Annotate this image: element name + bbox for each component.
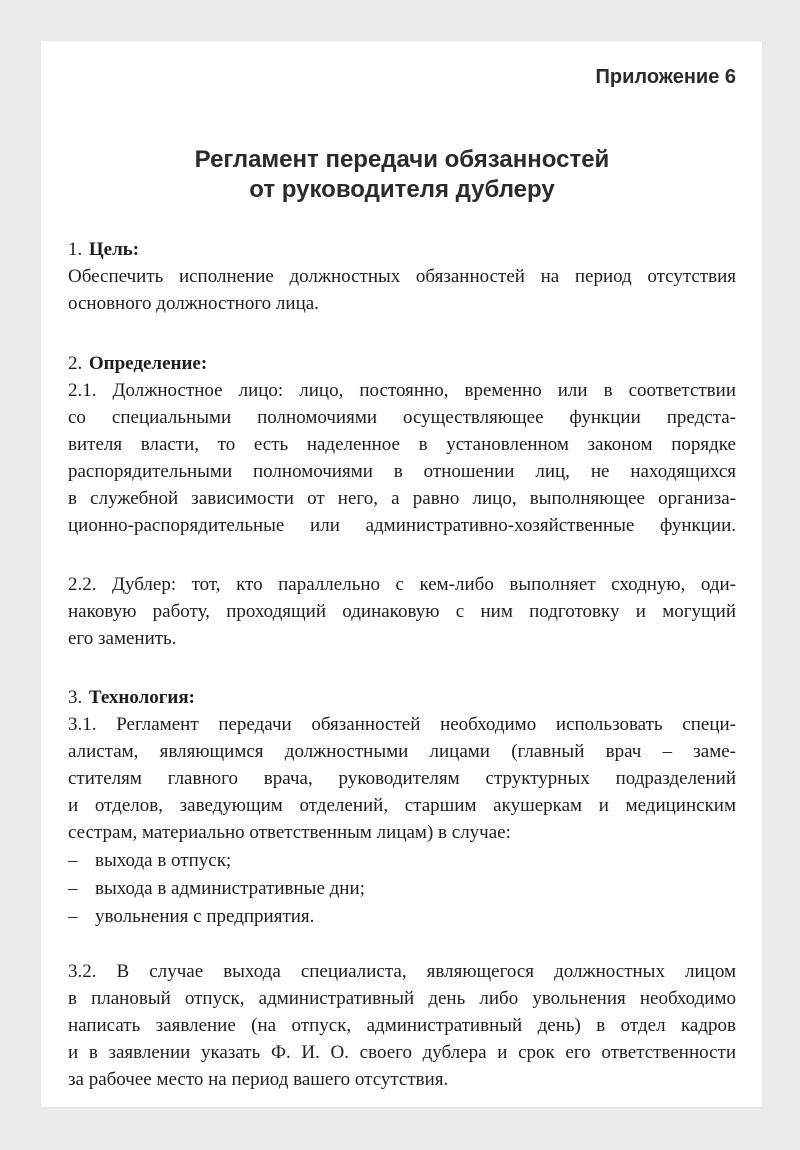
list-item — [68, 903, 736, 931]
section-technology-title: Технология: — [88, 687, 195, 708]
list-item-text: выхода в отпуск; — [95, 850, 232, 871]
paragraph-line: алистам, являющимся должностными лицами (главный врач – заме- — [68, 741, 736, 762]
paragraph-line: в служебной зависимости от него, а равно лицо, выполняющее организа- — [68, 488, 736, 509]
section-definition-number: 2. — [68, 353, 83, 374]
list-item — [68, 847, 736, 875]
paragraph-line: 3.1. Регламент передачи обязанностей необходимо использовать специ- — [68, 714, 736, 735]
list-dash: – — [68, 878, 78, 899]
list-item-text: выхода в административные дни; — [95, 878, 365, 899]
section-goal-title: Цель: — [88, 239, 140, 260]
list-dash: – — [68, 906, 78, 927]
section-technology-number: 3. — [68, 687, 83, 708]
paragraph-line: его заменить. — [68, 628, 177, 649]
paragraph-line: написать заявление (на отпуск, административный день) в отдел кадров — [68, 1015, 736, 1036]
paragraph-line: 2.1. Должностное лицо: лицо, постоянно, временно или в соответствии — [68, 380, 736, 401]
paragraph-line: Обеспечить исполнение должностных обязанностей на период отсутствия — [68, 266, 736, 287]
paragraph-line: стителям главного врача, руководителям структурных подразделений — [68, 768, 736, 789]
paragraph-line: за рабочее место на период вашего отсутствия. — [68, 1069, 449, 1090]
paragraph-3-2 — [68, 958, 736, 1093]
paragraph-line: наковую работу, проходящий одинаковую с ним подготовку и могущий — [68, 601, 736, 622]
paragraph-3-1 — [68, 711, 736, 846]
paragraph-line: в плановый отпуск, административный день либо увольнения необходимо — [68, 988, 736, 1009]
section-goal-paragraph — [68, 263, 736, 317]
paragraph-line: и в заявлении указать Ф. И. О. своего дублера и срок его ответственности — [68, 1042, 736, 1063]
list-dash: – — [68, 850, 78, 871]
paragraph-line: 3.2. В случае выхода специалиста, являющегося должностных лицом — [68, 961, 736, 982]
section-definition-title: Определение: — [88, 353, 208, 374]
paragraph-2-2 — [68, 571, 736, 652]
list-item — [68, 875, 736, 903]
paragraph-line: и отделов, заведующим отделений, старшим акушеркам и медицинским — [68, 795, 736, 816]
document-page — [41, 41, 762, 1107]
paragraph-line: ционно-распорядительные или административно-хозяйственные функции. — [68, 515, 736, 536]
paragraph-line: сестрам, материально ответственным лицам) в случае: — [68, 822, 511, 843]
paragraph-line: распорядительными полномочиями в отношении лиц, не находящихся — [68, 461, 736, 482]
section-technology-heading — [68, 684, 736, 711]
appendix-label: Приложение 6 — [595, 66, 736, 88]
list-item-text: увольнения с предприятия. — [95, 906, 315, 927]
paragraph-line: основного должностного лица. — [68, 293, 319, 314]
paragraph-line: 2.2. Дублер: тот, кто параллельно с кем-либо выполняет сходную, оди- — [68, 574, 736, 595]
section-goal-heading — [68, 236, 736, 263]
section-definition-heading — [68, 350, 736, 377]
section-goal-number: 1. — [68, 239, 83, 260]
paragraph-line: со специальными полномочиями осуществляющее функции предста- — [68, 407, 736, 428]
title-line-1: Регламент передачи обязанностей — [194, 146, 610, 173]
document-title — [68, 145, 736, 205]
paragraph-2-1 — [68, 377, 736, 539]
title-line-2: от руководителя дублеру — [249, 176, 555, 203]
case-list — [68, 847, 736, 931]
paragraph-line: вителя власти, то есть наделенное в установленном законом порядке — [68, 434, 736, 455]
